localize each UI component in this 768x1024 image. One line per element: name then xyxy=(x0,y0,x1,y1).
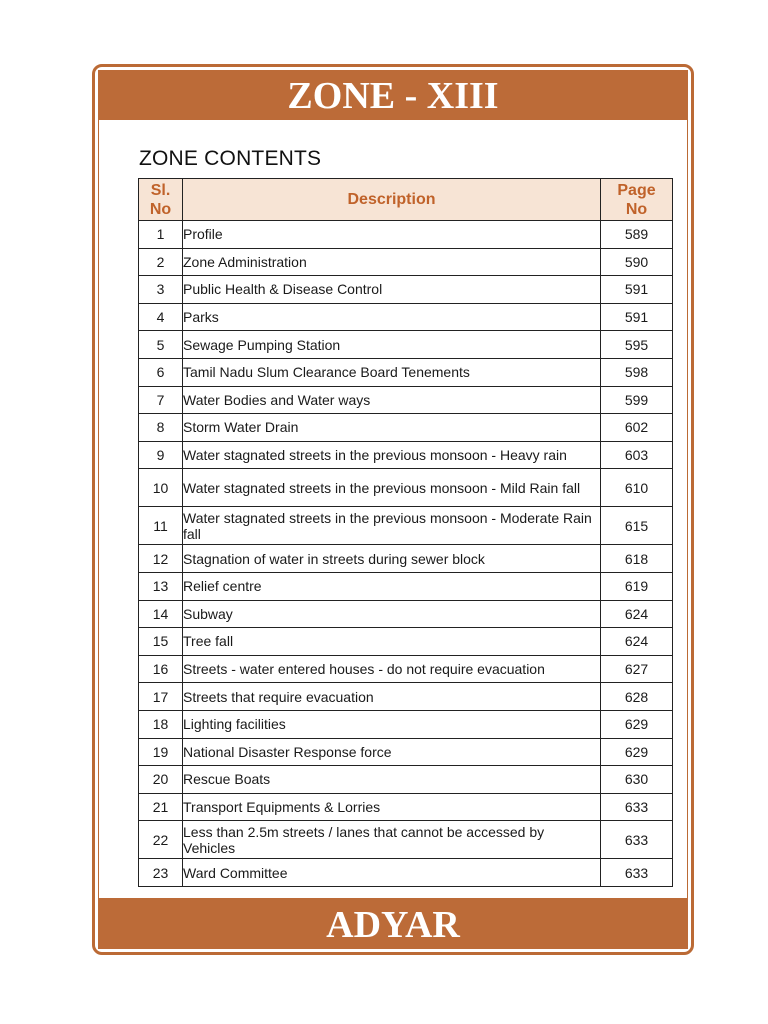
row-number: 21 xyxy=(139,793,183,821)
row-number: 23 xyxy=(139,859,183,887)
row-description: Water stagnated streets in the previous monsoon - Mild Rain fall xyxy=(183,469,601,507)
row-page-number: 602 xyxy=(601,414,673,442)
row-page-number: 595 xyxy=(601,331,673,359)
table-row xyxy=(139,469,673,507)
row-number: 18 xyxy=(139,710,183,738)
table-row xyxy=(139,441,673,469)
table-row xyxy=(139,248,673,276)
row-page-number: 627 xyxy=(601,655,673,683)
row-number: 19 xyxy=(139,738,183,766)
row-page-number: 603 xyxy=(601,441,673,469)
row-description: Tamil Nadu Slum Clearance Board Tenements xyxy=(183,358,601,386)
row-number: 7 xyxy=(139,386,183,414)
row-number: 17 xyxy=(139,683,183,711)
row-description: Storm Water Drain xyxy=(183,414,601,442)
row-page-number: 630 xyxy=(601,766,673,794)
zone-name-banner xyxy=(98,898,688,949)
row-description: Water Bodies and Water ways xyxy=(183,386,601,414)
row-description: Stagnation of water in streets during sewer block xyxy=(183,545,601,573)
row-number: 11 xyxy=(139,507,183,545)
row-description: Streets that require evacuation xyxy=(183,683,601,711)
row-description: Ward Committee xyxy=(183,859,601,887)
table-row xyxy=(139,358,673,386)
row-page-number: 618 xyxy=(601,545,673,573)
row-page-number: 591 xyxy=(601,303,673,331)
row-description: Rescue Boats xyxy=(183,766,601,794)
table-row xyxy=(139,859,673,887)
row-number: 12 xyxy=(139,545,183,573)
row-page-number: 599 xyxy=(601,386,673,414)
row-number: 6 xyxy=(139,358,183,386)
row-description: Public Health & Disease Control xyxy=(183,276,601,304)
row-number: 5 xyxy=(139,331,183,359)
table-header-row xyxy=(139,179,673,221)
row-description: National Disaster Response force xyxy=(183,738,601,766)
table-row xyxy=(139,655,673,683)
table-row xyxy=(139,600,673,628)
row-number: 13 xyxy=(139,572,183,600)
row-page-number: 628 xyxy=(601,683,673,711)
row-page-number: 591 xyxy=(601,276,673,304)
row-page-number: 633 xyxy=(601,821,673,859)
row-number: 1 xyxy=(139,221,183,249)
table-row xyxy=(139,221,673,249)
row-page-number: 633 xyxy=(601,859,673,887)
column-header-sl-no xyxy=(139,179,183,221)
row-page-number: 629 xyxy=(601,738,673,766)
table-row xyxy=(139,303,673,331)
row-description: Sewage Pumping Station xyxy=(183,331,601,359)
column-header-description: Description xyxy=(183,179,601,221)
zone-title: ZONE - XIII xyxy=(287,75,499,117)
table-row xyxy=(139,386,673,414)
table-row xyxy=(139,507,673,545)
row-page-number: 590 xyxy=(601,248,673,276)
table-row xyxy=(139,414,673,442)
row-description: Subway xyxy=(183,600,601,628)
table-row xyxy=(139,331,673,359)
row-number: 15 xyxy=(139,628,183,656)
row-description: Lighting facilities xyxy=(183,710,601,738)
row-number: 20 xyxy=(139,766,183,794)
row-page-number: 624 xyxy=(601,628,673,656)
row-description: Less than 2.5m streets / lanes that cannot be accessed by Vehicles xyxy=(183,821,601,859)
section-title: ZONE CONTENTS xyxy=(139,147,322,170)
row-description: Water stagnated streets in the previous monsoon - Heavy rain xyxy=(183,441,601,469)
row-description: Relief centre xyxy=(183,572,601,600)
row-page-number: 610 xyxy=(601,469,673,507)
row-description: Profile xyxy=(183,221,601,249)
contents-table xyxy=(138,178,673,887)
table-row xyxy=(139,276,673,304)
row-number: 2 xyxy=(139,248,183,276)
table-row xyxy=(139,710,673,738)
row-page-number: 589 xyxy=(601,221,673,249)
table-row xyxy=(139,683,673,711)
row-number: 9 xyxy=(139,441,183,469)
row-description: Water stagnated streets in the previous monsoon - Moderate Rain fall xyxy=(183,507,601,545)
column-header-page-no-line2: No xyxy=(625,200,648,218)
row-description: Zone Administration xyxy=(183,248,601,276)
zone-title-banner xyxy=(98,70,688,120)
table-row xyxy=(139,545,673,573)
column-header-sl-no-line2: No xyxy=(149,200,172,218)
row-number: 14 xyxy=(139,600,183,628)
row-description: Transport Equipments & Lorries xyxy=(183,793,601,821)
column-header-page-no-line1: Page xyxy=(617,181,656,199)
row-page-number: 624 xyxy=(601,600,673,628)
table-row xyxy=(139,821,673,859)
row-number: 22 xyxy=(139,821,183,859)
row-page-number: 598 xyxy=(601,358,673,386)
row-page-number: 629 xyxy=(601,710,673,738)
table-row xyxy=(139,766,673,794)
row-page-number: 615 xyxy=(601,507,673,545)
zone-name: ADYAR xyxy=(326,904,460,946)
row-number: 10 xyxy=(139,469,183,507)
row-page-number: 619 xyxy=(601,572,673,600)
row-description: Parks xyxy=(183,303,601,331)
row-description: Tree fall xyxy=(183,628,601,656)
column-header-sl-no-line1: Sl. xyxy=(150,181,171,199)
row-description: Streets - water entered houses - do not require evacuation xyxy=(183,655,601,683)
row-page-number: 633 xyxy=(601,793,673,821)
table-row xyxy=(139,793,673,821)
table-row xyxy=(139,628,673,656)
row-number: 3 xyxy=(139,276,183,304)
page-frame xyxy=(92,64,694,955)
table-row xyxy=(139,572,673,600)
row-number: 4 xyxy=(139,303,183,331)
row-number: 8 xyxy=(139,414,183,442)
row-number: 16 xyxy=(139,655,183,683)
column-header-page-no xyxy=(601,179,673,221)
table-row xyxy=(139,738,673,766)
